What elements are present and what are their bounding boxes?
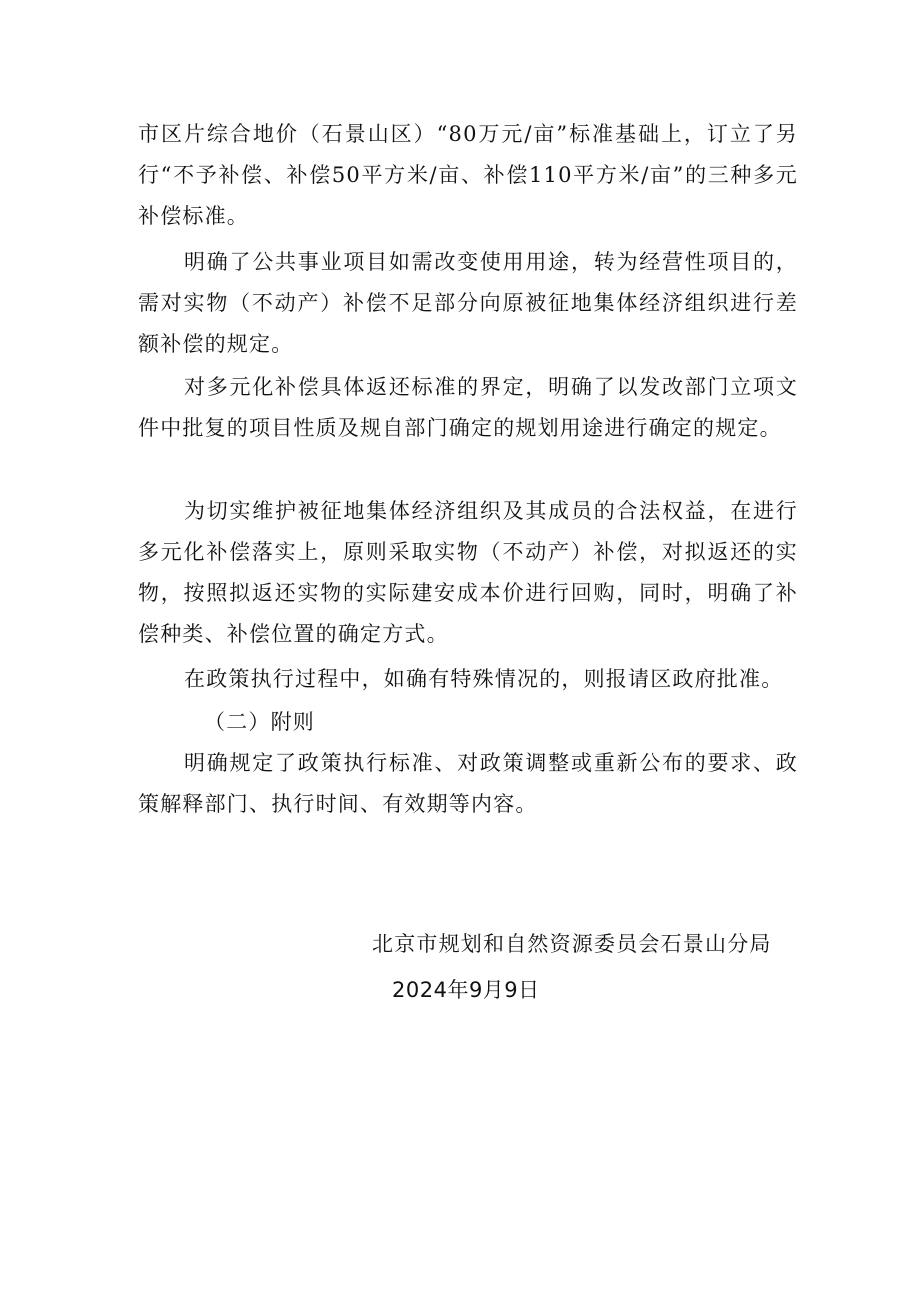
section-heading-supplementary: （二）附则 xyxy=(204,710,315,734)
paragraph-special-cases: 在政策执行过程中，如确有特殊情况的，则报请区政府批准。 xyxy=(184,667,784,691)
paragraph-return-standard-definition: 对多元化补偿具体返还标准的界定，明确了以发改部门立项文件中批复的项目性质及规自部门确定的规划用途进行确定的规定。 xyxy=(138,375,798,440)
paragraph-compensation-standards: 市区片综合地价（石景山区）“80万元/亩”标准基础上，订立了另行“不予补偿、补偿50平方米/亩、补偿110平方米/亩”的三种多元补偿标准。 xyxy=(138,122,798,228)
paragraph-public-project-change: 明确了公共事业项目如需改变使用用途，转为经营性项目的，需对实物（不动产）补偿不足部分向原被征地集体经济组织进行差额补偿的规定。 xyxy=(138,250,798,356)
issue-date: 2024年9月9日 xyxy=(392,978,540,1002)
signature-issuer: 北京市规划和自然资源委员会石景山分局 xyxy=(372,932,772,956)
paragraph-supplementary-content: 明确规定了政策执行标准、对政策调整或重新公布的要求、政策解释部门、执行时间、有效期等内容。 xyxy=(138,751,798,816)
paragraph-rights-protection: 为切实维护被征地集体经济组织及其成员的合法权益，在进行多元化补偿落实上，原则采取实物（不动产）补偿，对拟返还的实物，按照拟返还实物的实际建安成本价进行回购，同时，明确了补偿种类、补偿位置的确定方式。 xyxy=(138,499,798,646)
